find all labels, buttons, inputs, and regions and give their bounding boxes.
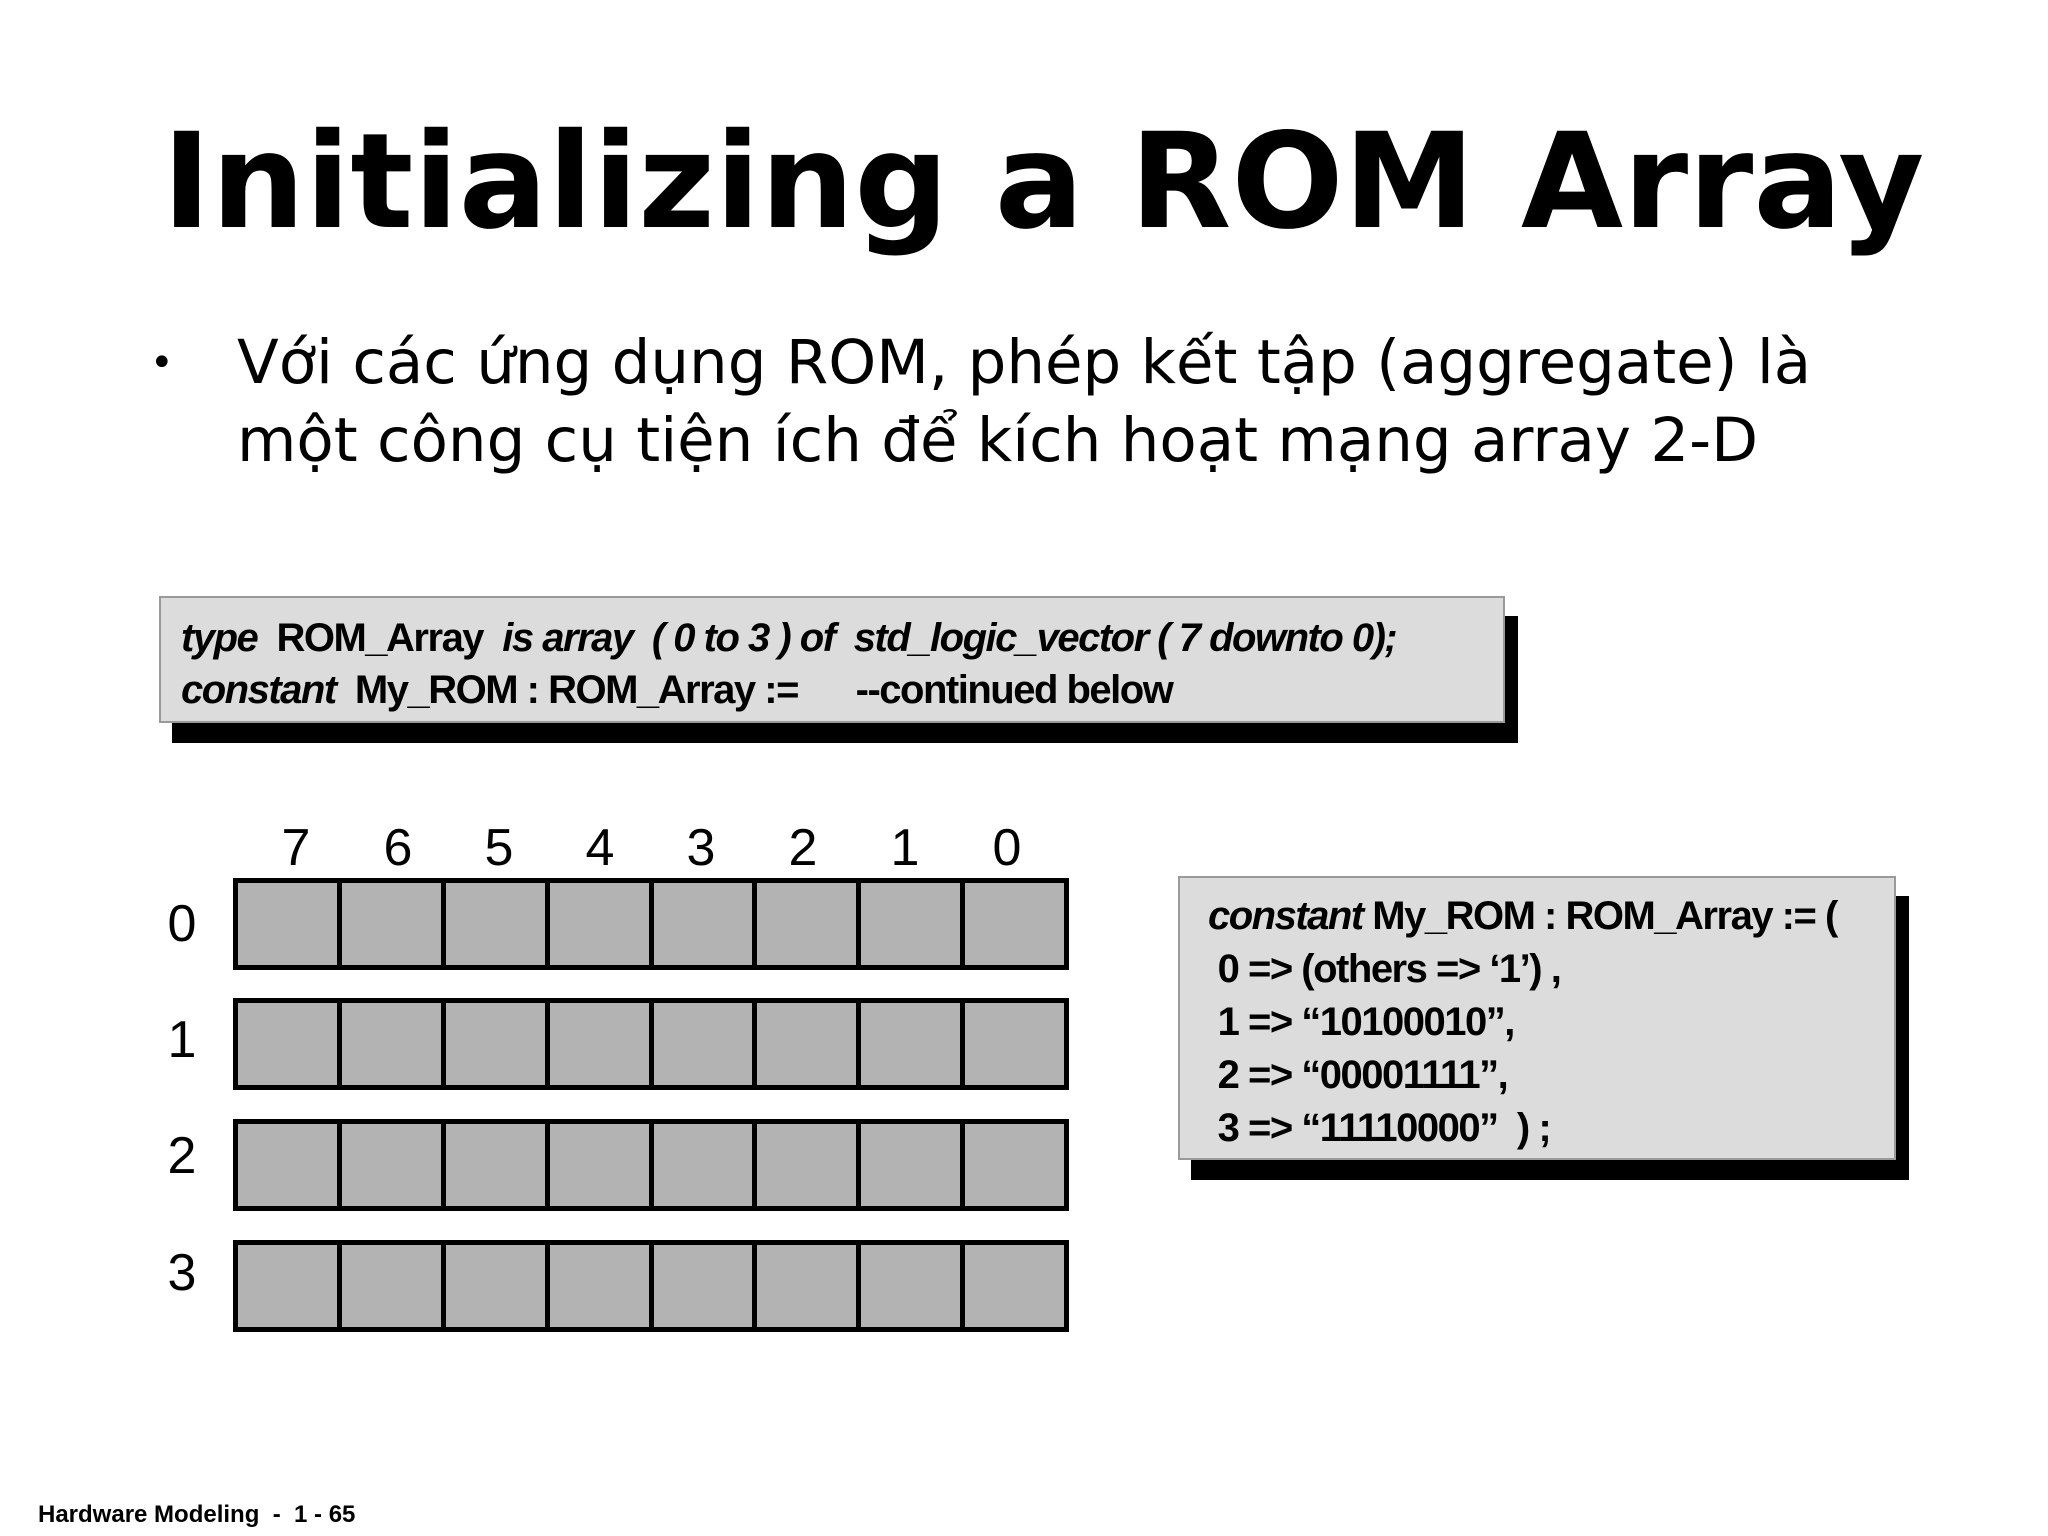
code-line-constant-header	[1208, 890, 1894, 943]
code-line-constant	[181, 664, 1503, 716]
code-type-definition: is array ( 0 to 3 ) of std_logic_vector ( 7 downto 0);	[502, 616, 1397, 660]
rom-cell	[757, 1124, 861, 1206]
constant-definition-box	[1178, 876, 1896, 1160]
rom-cell	[861, 1124, 965, 1206]
code-type-name: ROM_Array	[257, 616, 503, 660]
rom-row-3	[233, 1240, 1069, 1332]
rom-row-2	[233, 1119, 1069, 1211]
rom-row-1	[233, 998, 1069, 1090]
code-keyword-constant: constant	[1208, 894, 1363, 938]
rom-cell	[654, 1245, 758, 1327]
code-line-element-0: 0 => (others => ‘1’) ,	[1208, 947, 1561, 991]
column-label: 4	[585, 819, 615, 877]
rom-cell	[757, 1245, 861, 1327]
rom-cell	[238, 1245, 342, 1327]
rom-cell	[342, 883, 446, 965]
rom-cell	[238, 1124, 342, 1206]
rom-cell	[861, 1003, 965, 1085]
rom-cell	[757, 1003, 861, 1085]
column-label: 3	[686, 819, 716, 877]
column-label: 6	[383, 819, 413, 877]
code-line-element-3: 3 => “11110000” ) ;	[1208, 1106, 1551, 1150]
rom-cell	[965, 1245, 1064, 1327]
rom-cell	[342, 1003, 446, 1085]
rom-cell	[238, 1003, 342, 1085]
type-declaration-box	[159, 596, 1505, 723]
code-line-type	[181, 612, 1503, 664]
bullet-line-1: Với các ứng dụng ROM, phép kết tập (aggregate) là	[237, 327, 1812, 398]
rom-row-0	[233, 878, 1069, 970]
code-constant-declaration: My_ROM : ROM_Array := --continued below	[335, 668, 1173, 712]
code-line-element-2: 2 => “00001111”,	[1208, 1053, 1508, 1097]
bullet-line-2: một công cụ tiện ích để kích hoạt mạng array 2-D	[237, 405, 1759, 476]
rom-cell	[550, 1003, 654, 1085]
code-keyword-type: type	[181, 616, 258, 660]
rom-cell	[965, 883, 1064, 965]
rom-cell	[965, 1124, 1064, 1206]
rom-cell	[654, 1003, 758, 1085]
rom-cell	[238, 883, 342, 965]
column-label: 0	[992, 819, 1022, 877]
code-line-element-1: 1 => “10100010”,	[1208, 1000, 1514, 1044]
rom-cell	[861, 1245, 965, 1327]
row-label: 2	[167, 1127, 197, 1185]
rom-cell	[550, 1245, 654, 1327]
slide-footer: Hardware Modeling - 1 - 65	[38, 1501, 356, 1528]
column-label: 5	[484, 819, 514, 877]
rom-cell	[654, 1124, 758, 1206]
bullet-dot-icon: •	[150, 340, 174, 386]
code-constant-header: My_ROM : ROM_Array := (	[1362, 894, 1837, 938]
row-label: 3	[167, 1244, 197, 1302]
column-label: 1	[890, 819, 920, 877]
rom-cell	[446, 1124, 550, 1206]
code-keyword-constant: constant	[181, 668, 336, 712]
rom-cell	[446, 883, 550, 965]
row-label: 0	[167, 895, 197, 953]
column-label: 7	[281, 819, 311, 877]
rom-cell	[446, 1245, 550, 1327]
slide-title: Initializing a ROM Array	[162, 105, 1925, 259]
rom-cell	[861, 883, 965, 965]
column-label: 2	[788, 819, 818, 877]
rom-cell	[446, 1003, 550, 1085]
rom-cell	[654, 883, 758, 965]
rom-cell	[550, 1124, 654, 1206]
rom-cell	[965, 1003, 1064, 1085]
row-label: 1	[167, 1011, 197, 1069]
rom-cell	[550, 883, 654, 965]
rom-cell	[342, 1245, 446, 1327]
rom-cell	[757, 883, 861, 965]
bullet-text	[237, 324, 1997, 480]
rom-cell	[342, 1124, 446, 1206]
